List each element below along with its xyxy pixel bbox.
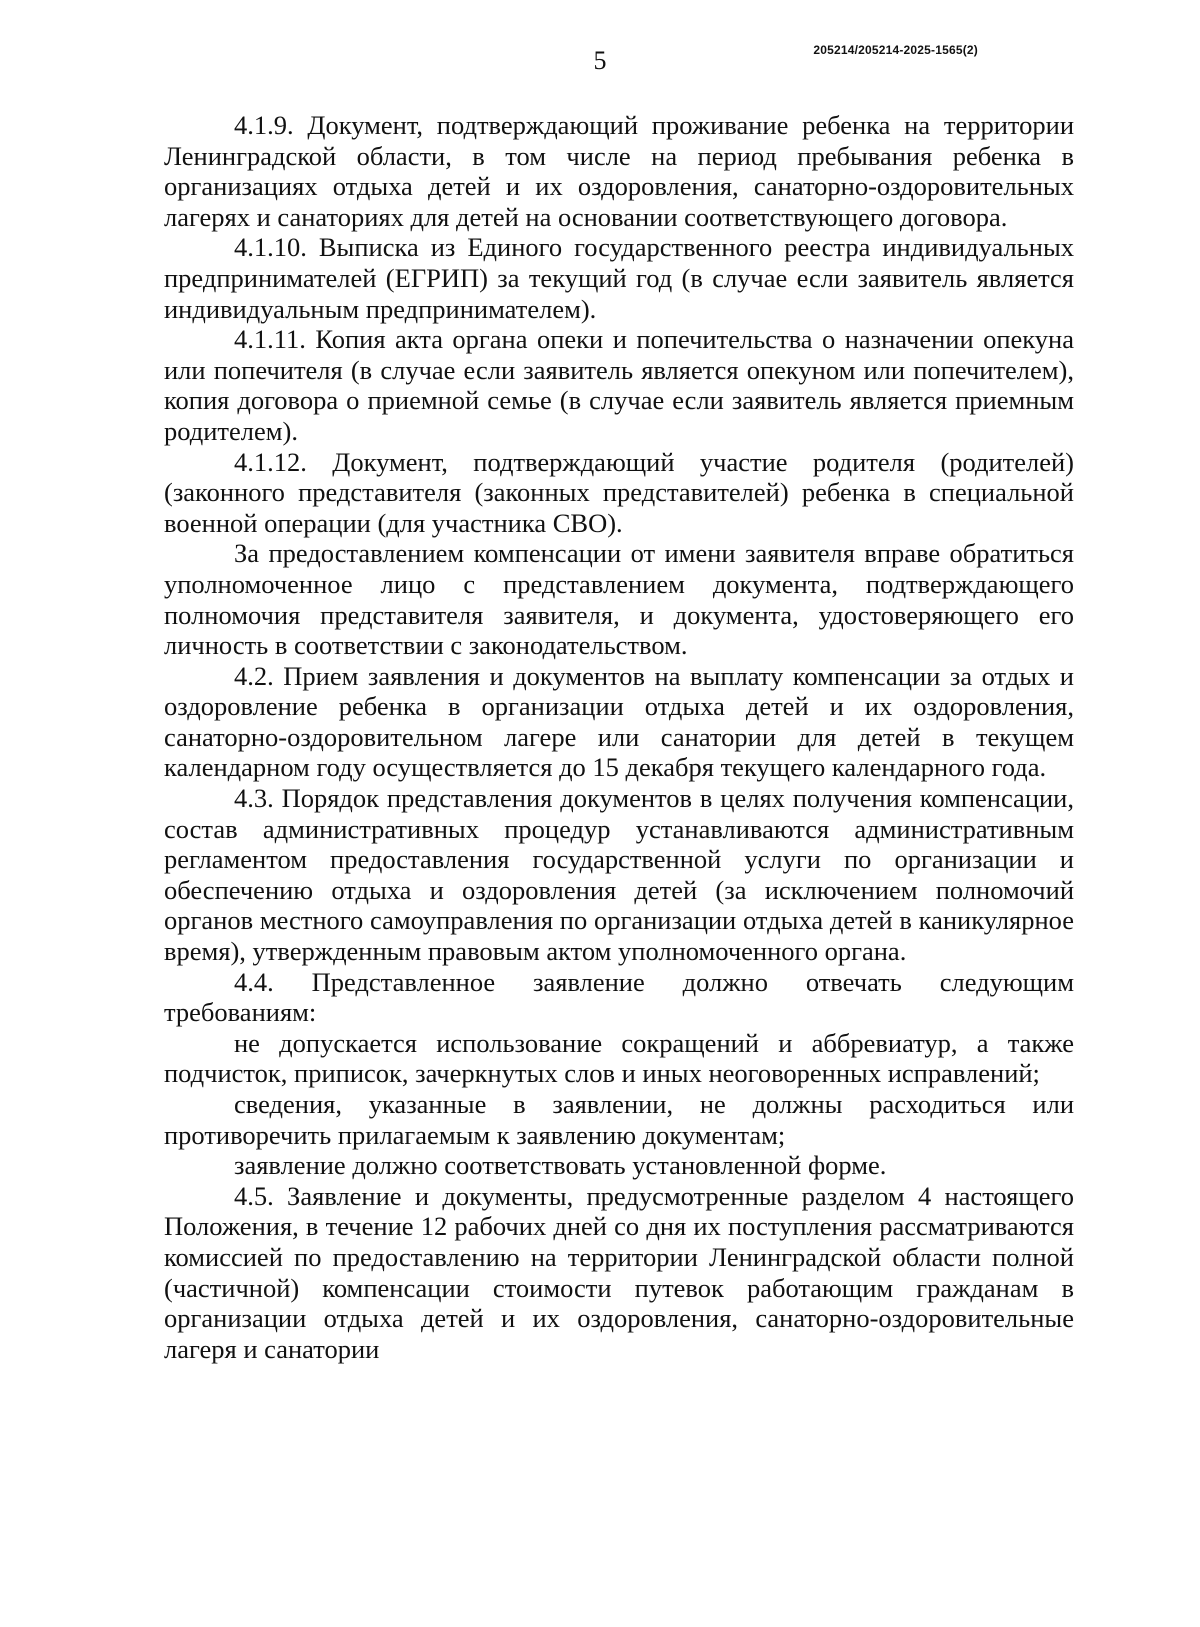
paragraph-4-2: 4.2. Прием заявления и документов на выплату компенсации за отдых и оздоровление ребенка в организации отдыха детей и их оздоровления, санаторно-оздоровительном лагере или санатории для детей в текущем календарном году осуществляется до 15 декабря текущего календарного года. bbox=[164, 660, 1074, 783]
paragraph-4-3: 4.3. Порядок представления документов в целях получения компенсации, состав административных процедур устанавливаются административным регламентом предоставления государственной услуги по организации и обеспечению отдыха и оздоровления детей (за исключением полномочий органов местного самоуправления по организации отдыха детей в каникулярное время), утвержденным правовым актом уполномоченного органа. bbox=[164, 783, 1074, 967]
document-id: 205214/205214-2025-1565(2) bbox=[813, 43, 978, 57]
document-body bbox=[164, 110, 1074, 1364]
paragraph-4-1-12: 4.1.12. Документ, подтверждающий участие родителя (родителей) (законного представителя (законных представителей) ребенка в специальной военной операции (для участника СВО). bbox=[164, 446, 1074, 538]
paragraph-4-4: 4.4. Представленное заявление должно отвечать следующим требованиям: bbox=[164, 966, 1074, 1028]
paragraph-4-1-11: 4.1.11. Копия акта органа опеки и попечительства о назначении опекуна или попечителя (в случае если заявитель является опекуном или попечителем), копия договора о приемной семье (в случае если заявитель является приемным родителем). bbox=[164, 324, 1074, 446]
page-number: 5 bbox=[593, 46, 607, 75]
paragraph-4-5: 4.5. Заявление и документы, предусмотренные разделом 4 настоящего Положения, в течение 12 рабочих дней со дня их поступления рассматриваются комиссией по предоставлению на территории Ленинградской области полной (частичной) компенсации стоимости путевок работающим гражданам в организации отдыха детей и их оздоровления, санаторно-оздоровительные лагеря и санатории bbox=[164, 1180, 1074, 1364]
paragraph-4-1-10: 4.1.10. Выписка из Единого государственного реестра индивидуальных предпринимателей (ЕГРИП) за текущий год (в случае если заявитель является индивидуальным предпринимателем). bbox=[164, 232, 1074, 324]
paragraph-representative: За предоставлением компенсации от имени заявителя вправе обратиться уполномоченное лицо с представлением документа, подтверждающего полномочия представителя заявителя, и документа, удостоверяющего его личность в соответствии с законодательством. bbox=[164, 538, 1074, 661]
requirement-form: заявление должно соответствовать установленной форме. bbox=[234, 1150, 887, 1181]
paragraph-4-1-9: 4.1.9. Документ, подтверждающий проживание ребенка на территории Ленинградской области, в том числе на период пребывания ребенка в организациях отдыха детей и их оздоровления, санаторно-оздоровительных лагерях и санаториях для детей на основании соответствующего договора. bbox=[164, 110, 1074, 232]
requirement-consistency: сведения, указанные в заявлении, не должны расходиться или противоречить прилагаемым к заявлению документам; bbox=[164, 1089, 1074, 1150]
requirement-no-abbreviations: не допускается использование сокращений и аббревиатур, а также подчисток, приписок, зачеркнутых слов и иных неоговоренных исправлений; bbox=[164, 1027, 1074, 1089]
